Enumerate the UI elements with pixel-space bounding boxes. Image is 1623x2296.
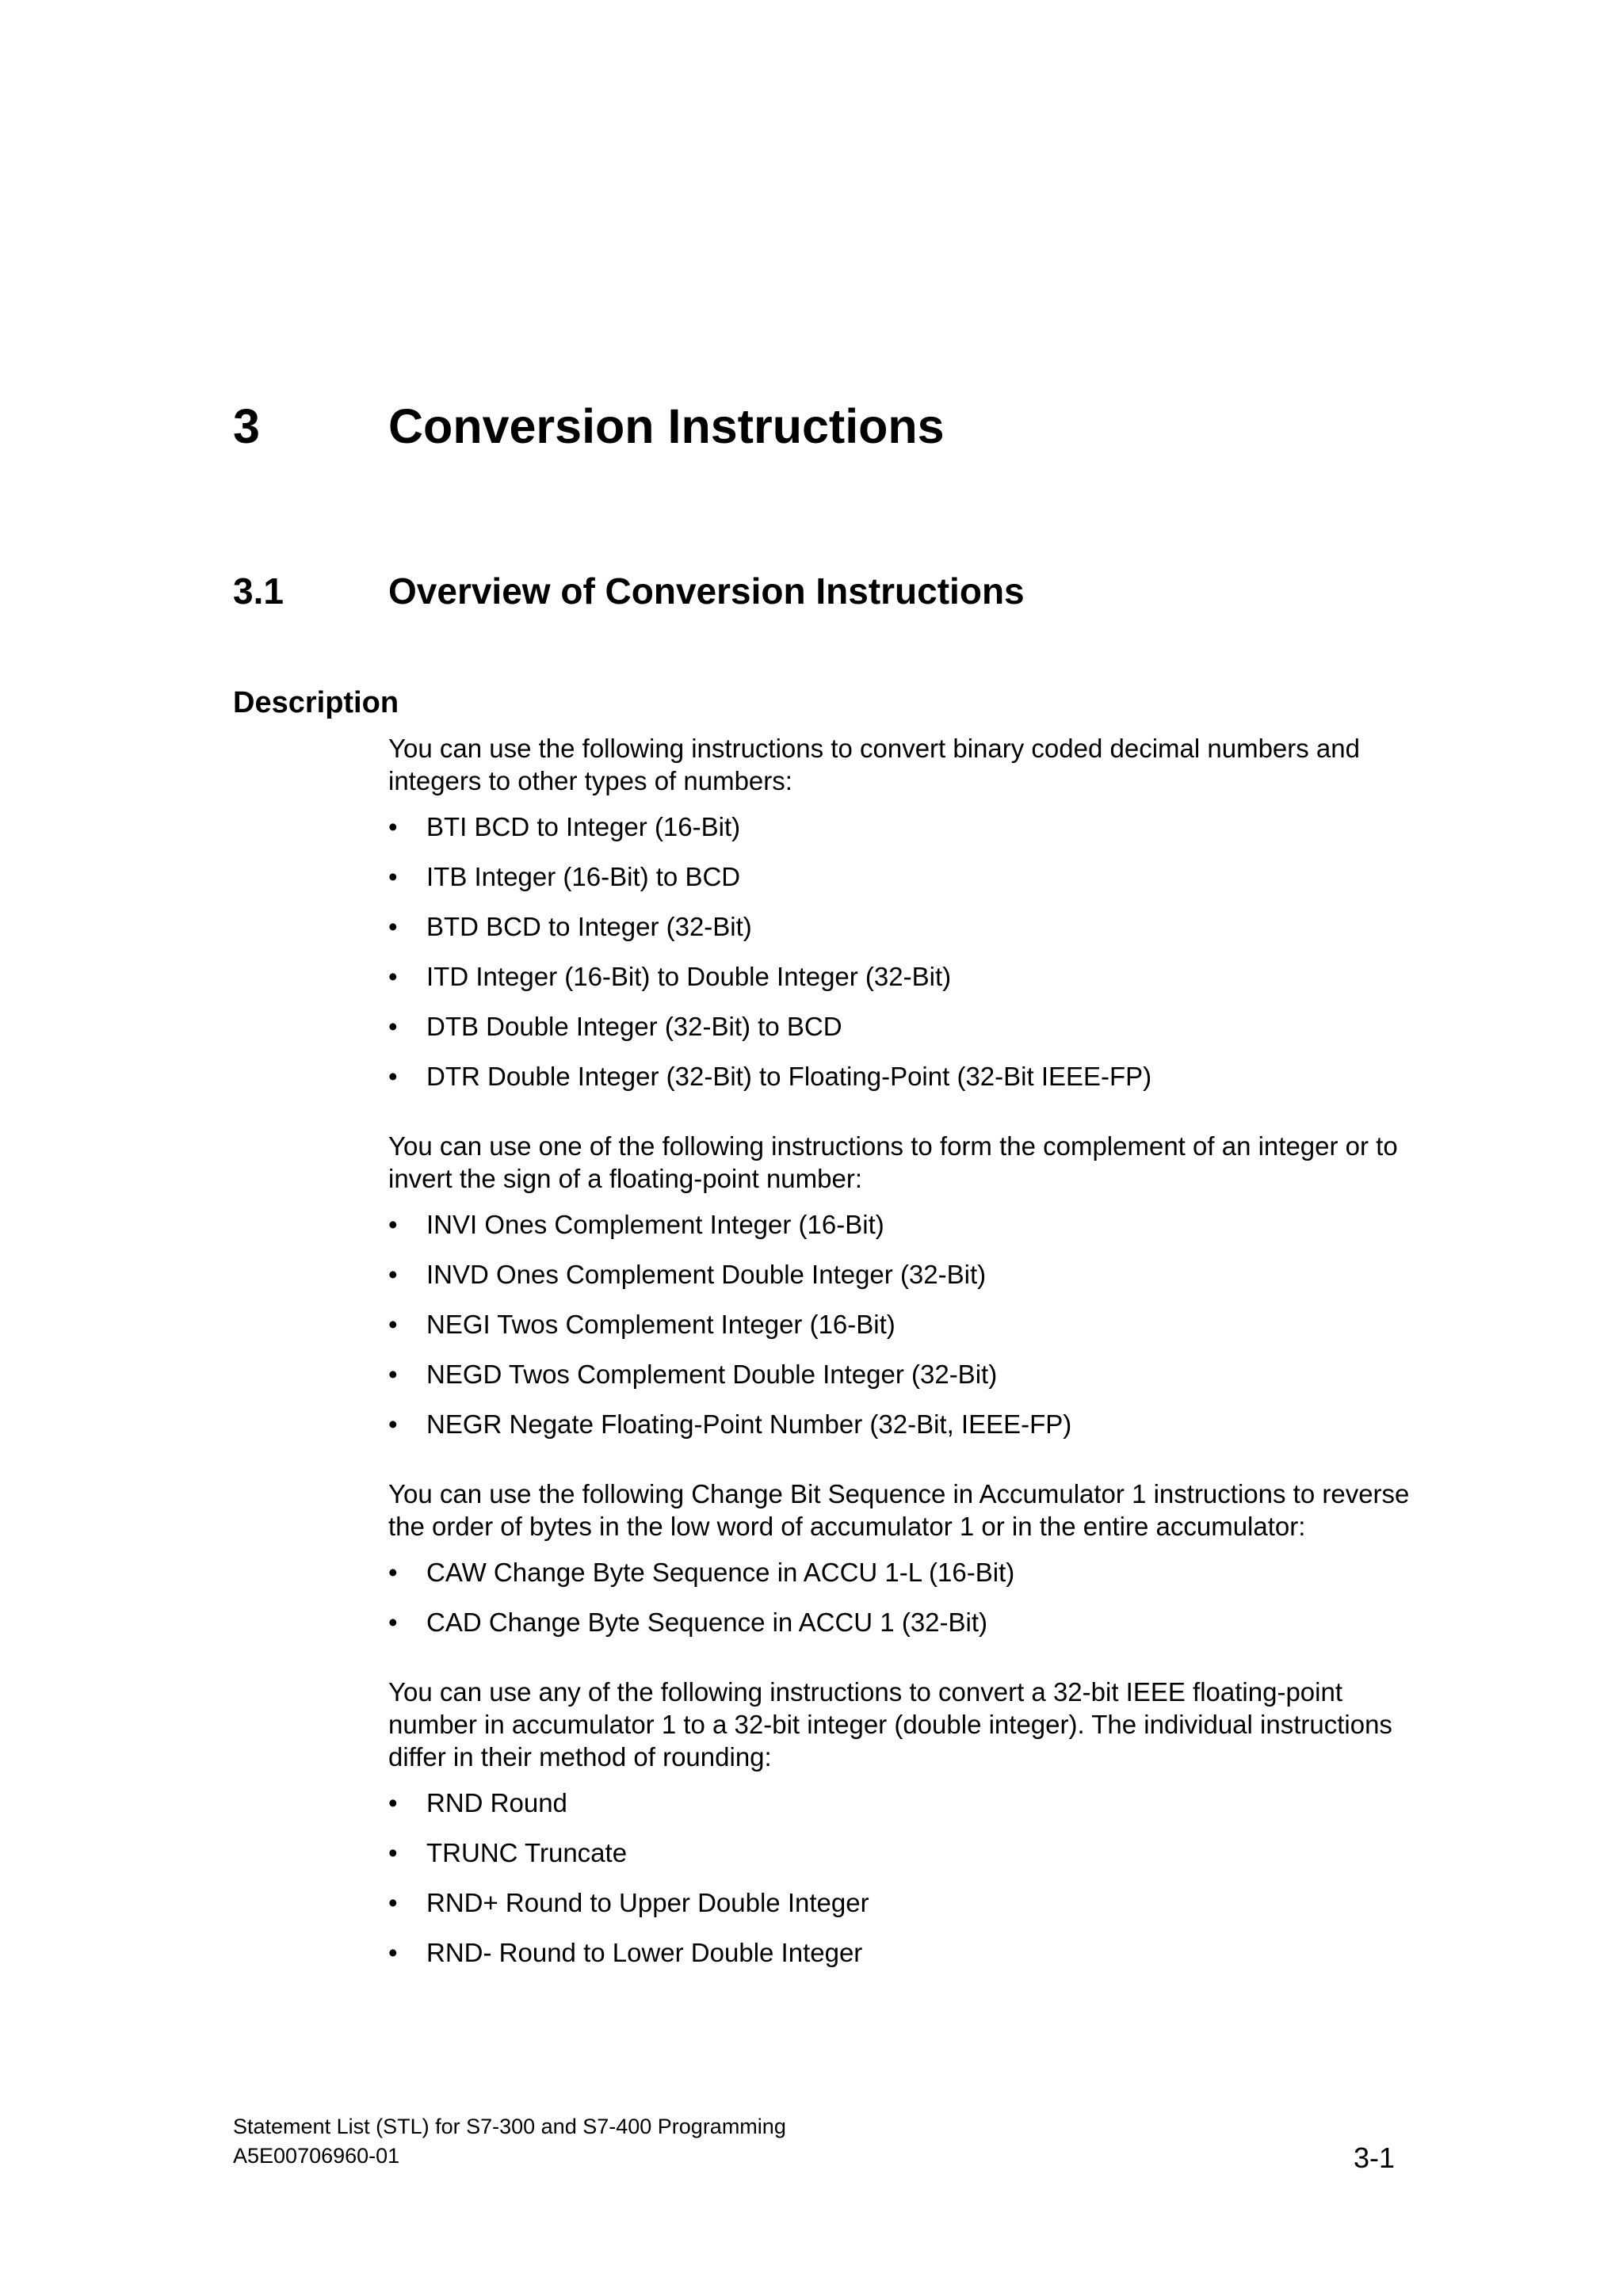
bullet-icon: •: [388, 1838, 398, 1867]
list-item: [388, 1597, 1411, 1647]
list-item: [388, 1878, 1411, 1928]
group-intro-rounding: You can use any of the following instructions to convert a 32-bit IEEE floating-point number in accumulator 1 to a 32-bit integer (double integer). The individual instructions differ in their method of rounding:: [388, 1677, 1392, 1772]
instruction-text: CAW Change Byte Sequence in ACCU 1-L (16-Bit): [426, 1558, 1015, 1587]
instruction-text: ITB Integer (16-Bit) to BCD: [426, 862, 741, 891]
instruction-text: NEGR Negate Floating-Point Number (32-Bit, IEEE-FP): [426, 1409, 1072, 1439]
instruction-text: BTI BCD to Integer (16-Bit): [426, 812, 741, 841]
group-intro-byte-sequence: You can use the following Change Bit Sequence in Accumulator 1 instructions to reverse the order of bytes in the low word of accumulator 1 or in the entire accumulator:: [388, 1479, 1410, 1541]
list-item: [388, 1001, 1411, 1051]
instruction-text: DTR Double Integer (32-Bit) to Floating-Point (32-Bit IEEE-FP): [426, 1062, 1152, 1091]
bullet-icon: •: [388, 812, 398, 841]
instruction-text: NEGD Twos Complement Double Integer (32-Bit): [426, 1360, 998, 1389]
group-intro-complement: You can use one of the following instructions to form the complement of an integer or to invert the sign of a floating-point number:: [388, 1131, 1398, 1193]
section-title: Overview of Conversion Instructions: [388, 570, 1025, 612]
instruction-text: RND Round: [426, 1788, 567, 1817]
list-item: [388, 1349, 1411, 1399]
bullet-icon: •: [388, 1558, 398, 1587]
chapter-title: Conversion Instructions: [388, 399, 945, 453]
bullet-icon: •: [388, 1409, 398, 1439]
bullet-icon: •: [388, 1938, 398, 1967]
bullet-icon: •: [388, 1310, 398, 1339]
list-item: [388, 1051, 1411, 1101]
instruction-text: BTD BCD to Integer (32-Bit): [426, 912, 752, 941]
bullet-icon: •: [388, 862, 398, 891]
bullet-icon: •: [388, 1608, 398, 1637]
list-item: [388, 1928, 1411, 1978]
list-item: [388, 902, 1411, 952]
bullet-icon: •: [388, 1360, 398, 1389]
list-item: [388, 852, 1411, 902]
description-heading: Description: [233, 686, 399, 719]
list-item: [388, 1199, 1411, 1249]
bullet-icon: •: [388, 1260, 398, 1289]
page-number: 3-1: [1353, 2142, 1395, 2174]
list-item: [388, 802, 1411, 852]
bullet-icon: •: [388, 1012, 398, 1041]
list-item: [388, 1399, 1411, 1449]
instruction-list-rounding: [388, 1778, 1411, 1978]
instruction-text: INVD Ones Complement Double Integer (32-Bit): [426, 1260, 987, 1289]
bullet-icon: •: [388, 962, 398, 991]
bullet-icon: •: [388, 1888, 398, 1917]
instruction-list-byte-sequence: [388, 1547, 1411, 1647]
list-item: [388, 952, 1411, 1001]
list-item: [388, 1249, 1411, 1299]
list-item: [388, 1547, 1411, 1597]
instruction-text: RND- Round to Lower Double Integer: [426, 1938, 863, 1967]
section-number: 3.1: [233, 570, 284, 612]
chapter-number: 3: [233, 399, 260, 453]
instruction-text: DTB Double Integer (32-Bit) to BCD: [426, 1012, 842, 1041]
instruction-text: ITD Integer (16-Bit) to Double Integer (32-Bit): [426, 962, 952, 991]
list-item: [388, 1299, 1411, 1349]
footer: [233, 2112, 786, 2171]
group-intro-binary-conversion: You can use the following instructions to convert binary coded decimal numbers and integers to other types of numbers:: [388, 734, 1360, 795]
instruction-list-complement: [388, 1199, 1411, 1449]
instruction-text: NEGI Twos Complement Integer (16-Bit): [426, 1310, 896, 1339]
instruction-text: INVI Ones Complement Integer (16-Bit): [426, 1210, 884, 1239]
list-item: [388, 1828, 1411, 1878]
description-body: [388, 732, 1411, 2006]
list-item: [388, 1778, 1411, 1828]
bullet-icon: •: [388, 1062, 398, 1091]
bullet-icon: •: [388, 1788, 398, 1817]
bullet-icon: •: [388, 1210, 398, 1239]
instruction-text: CAD Change Byte Sequence in ACCU 1 (32-Bit): [426, 1608, 988, 1637]
bullet-icon: •: [388, 912, 398, 941]
instruction-text: TRUNC Truncate: [426, 1838, 628, 1867]
instruction-text: RND+ Round to Upper Double Integer: [426, 1888, 869, 1917]
instruction-list-binary-conversion: [388, 802, 1411, 1101]
footer-document-title: Statement List (STL) for S7-300 and S7-400 Programming: [233, 2115, 786, 2138]
footer-document-number: A5E00706960-01: [233, 2144, 400, 2168]
